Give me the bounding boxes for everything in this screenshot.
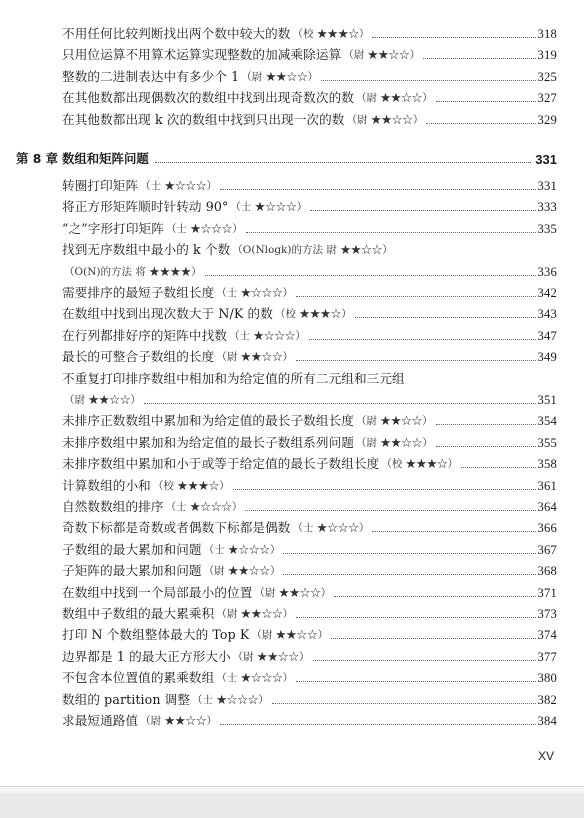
toc-entry[interactable] xyxy=(62,43,557,63)
toc-entry-title: 在数组中找到出现次数大于 N/K 的数 xyxy=(62,306,273,322)
toc-entry[interactable] xyxy=(62,65,557,85)
toc-entry[interactable] xyxy=(62,559,557,579)
toc-entry-difficulty: （尉 ★★☆☆） xyxy=(355,92,433,105)
toc-entry[interactable] xyxy=(62,709,557,729)
toc-entry-title: 打印 N 个数组整体最大的 Top K xyxy=(62,627,250,643)
toc-entry-title: 不重复打印排序数组中相加和为给定值的所有二元组和三元组 xyxy=(62,370,405,386)
toc-entry-difficulty: （O(Nlogk)的方法 尉 ★★☆☆） xyxy=(232,244,393,257)
toc-leader-dots xyxy=(245,510,535,511)
toc-entry-difficulty: （尉 ★★☆☆） xyxy=(140,715,218,727)
toc-entry-title: 不用任何比较判断找出两个数中较大的数 xyxy=(62,26,291,41)
toc-leader-dots xyxy=(296,681,535,682)
toc-entry-difficulty: （士 ★☆☆☆） xyxy=(203,543,281,556)
toc-entry[interactable] xyxy=(62,238,557,258)
toc-leader-dots xyxy=(220,724,535,725)
toc-entry-difficulty: （士 ★☆☆☆） xyxy=(192,693,269,706)
toc-entry-difficulty: （士 ★☆☆☆） xyxy=(216,672,294,685)
toc-entry[interactable] xyxy=(62,666,557,686)
toc-entry-title: 子数组的最大累加和问题 xyxy=(62,541,202,557)
toc-entry-page: 377 xyxy=(537,649,557,664)
toc-entry-page: 351 xyxy=(537,393,557,407)
toc-entry-page: 336 xyxy=(537,264,557,279)
toc-entry[interactable] xyxy=(62,495,557,515)
toc-leader-dots xyxy=(296,296,535,297)
toc-entry[interactable] xyxy=(62,108,557,128)
toc-entry-difficulty: （尉 ★★☆☆） xyxy=(355,436,433,449)
toc-leader-dots xyxy=(296,360,535,361)
toc-entry-page: 325 xyxy=(537,69,557,84)
toc-entry-page: 358 xyxy=(537,457,557,472)
toc-entry-page: 366 xyxy=(537,521,557,536)
toc-entry[interactable] xyxy=(62,367,557,387)
toc-entry-page: 368 xyxy=(537,564,557,579)
toc-entry-title: 在行列都排好序的矩阵中找数 xyxy=(62,327,228,343)
toc-leader-dots xyxy=(296,617,535,618)
toc-entry-page: 318 xyxy=(537,27,557,41)
toc-leader-dots xyxy=(461,467,535,468)
toc-leader-dots xyxy=(272,703,536,704)
toc-entry-page: 371 xyxy=(537,585,557,600)
toc-entry[interactable] xyxy=(62,388,557,408)
toc-entry-difficulty: （尉 ★★☆☆） xyxy=(251,629,329,642)
toc-leader-dots xyxy=(246,232,536,233)
toc-leader-dots xyxy=(283,553,535,554)
toc-entry-page: 343 xyxy=(537,307,557,322)
toc-entry-difficulty: （尉 ★★☆☆） xyxy=(254,586,332,599)
toc-entry-difficulty: （尉 ★★☆☆） xyxy=(232,650,310,663)
toc-entry-difficulty: （士 ★☆☆☆） xyxy=(230,201,308,214)
toc-entry-difficulty: （士 ★☆☆☆） xyxy=(165,222,243,235)
toc-chapter-heading[interactable] xyxy=(16,145,557,167)
toc-entry-difficulty: （士 ★☆☆☆） xyxy=(140,180,218,192)
toc-entry[interactable] xyxy=(62,623,557,643)
toc-entry[interactable] xyxy=(62,345,557,365)
toc-leader-dots xyxy=(436,101,536,102)
page-folio: XV xyxy=(537,749,554,763)
chapter-title: 数组和矩阵问题 xyxy=(62,151,149,166)
toc-entry-page: 373 xyxy=(537,607,557,621)
toc-entry-difficulty: （O(N)的方法 将 ★★★★） xyxy=(64,265,202,278)
toc-entry-page: 384 xyxy=(537,714,557,728)
toc-leader-dots xyxy=(331,638,535,639)
toc-entry-difficulty: （尉 ★★☆☆） xyxy=(241,70,319,83)
toc-entry[interactable] xyxy=(62,217,557,237)
toc-entry[interactable] xyxy=(62,260,557,280)
toc-entry-difficulty: （士 ★☆☆☆） xyxy=(229,329,306,342)
toc-entry-title: 不包含本位置值的累乘数组 xyxy=(62,670,215,686)
toc-entry-title: 需要排序的最短子数组长度 xyxy=(62,285,215,300)
toc-entry-difficulty: （校 ★★★☆） xyxy=(274,308,352,321)
toc-leader-dots xyxy=(355,317,536,318)
toc-leader-dots xyxy=(144,403,536,404)
toc-entry-page: 347 xyxy=(537,328,557,343)
toc-leader-dots xyxy=(436,424,536,425)
toc-leader-dots xyxy=(309,339,536,340)
toc-entry[interactable] xyxy=(62,281,557,301)
toc-entry-difficulty: （校 ★★★☆） xyxy=(292,28,370,40)
toc-entry-difficulty: （士 ★☆☆☆） xyxy=(165,501,243,513)
bottom-bar-strip xyxy=(0,787,584,793)
toc-entry[interactable] xyxy=(62,409,557,429)
toc-entry-page: 349 xyxy=(537,350,557,365)
toc-entry-difficulty: （士 ★☆☆☆） xyxy=(292,522,370,535)
toc-entry-difficulty: （士 ★☆☆☆） xyxy=(216,287,294,299)
toc-entry-difficulty: （尉 ★★☆☆） xyxy=(216,351,294,364)
toc-entry-page: 342 xyxy=(537,286,557,300)
toc-entry-title: 求最短通路值 xyxy=(62,713,139,728)
toc-entry-title: 自然数数组的排序 xyxy=(62,499,164,514)
toc-entry-title: 整数的二进制表达中有多少个 1 xyxy=(62,68,240,84)
toc-leader-dots xyxy=(423,58,535,59)
toc-leader-dots xyxy=(372,37,535,38)
chapter-page: 331 xyxy=(535,152,557,167)
toc-entry-title: 只用位运算不用算术运算实现整数的加减乘除运算 xyxy=(62,47,342,63)
toc-entry-title: 在其他数都出现 k 次的数组中找到只出现一次的数 xyxy=(62,111,345,127)
toc-entry[interactable] xyxy=(62,688,557,708)
toc-entry[interactable] xyxy=(62,195,557,215)
toc-entry-difficulty: （尉 ★★☆☆） xyxy=(346,113,424,126)
toc-entry-difficulty: （校 ★★★☆） xyxy=(152,479,230,492)
toc-entry-page: 382 xyxy=(537,692,557,707)
toc-entry[interactable] xyxy=(62,22,557,42)
toc-entry-difficulty: （校 ★★★☆） xyxy=(381,458,459,471)
toc-entry-difficulty: （尉 ★★☆☆） xyxy=(355,415,433,428)
toc-entry-page: 374 xyxy=(537,628,557,643)
toc-entry-title: 计算数组的小和 xyxy=(62,477,151,493)
toc-entry-page: 380 xyxy=(537,671,557,686)
toc-entry-page: 331 xyxy=(537,179,557,193)
toc-entry-page: 327 xyxy=(537,91,557,106)
toc-leader-dots xyxy=(233,489,536,490)
toc-entry-title: 在其他数都出现偶数次的数组中找到出现奇数次的数 xyxy=(62,90,354,106)
toc-entry[interactable] xyxy=(62,431,557,451)
toc-entry-page: 335 xyxy=(537,221,557,236)
toc-entry[interactable] xyxy=(62,174,557,194)
toc-entry[interactable] xyxy=(62,324,557,344)
toc-leader-dots xyxy=(155,162,532,163)
toc-entry-page: 329 xyxy=(537,112,557,127)
toc-leader-dots xyxy=(283,574,535,575)
toc-leader-dots xyxy=(426,123,535,124)
toc-leader-dots xyxy=(372,531,535,532)
toc-entry-title: “之”字形打印矩阵 xyxy=(62,220,164,236)
viewer-bottom-bar xyxy=(0,786,584,818)
toc-leader-dots xyxy=(310,210,535,211)
toc-entry-title: 子矩阵的最大累加和问题 xyxy=(62,563,202,579)
toc-entry-title: 数组中子数组的最大累乘积 xyxy=(62,606,215,621)
toc-entry-page: 333 xyxy=(537,200,557,215)
toc-entry-title: 边界都是 1 的最大正方形大小 xyxy=(62,648,231,664)
toc-entry[interactable] xyxy=(62,516,557,536)
toc-entry[interactable] xyxy=(62,538,557,558)
toc-entry-title: 数组的 partition 调整 xyxy=(62,691,191,707)
toc-entry-title: 未排序数组中累加和为给定值的最长子数组系列问题 xyxy=(62,434,354,450)
toc-entry-title: 找到无序数组中最小的 k 个数 xyxy=(62,242,231,258)
toc-entry[interactable] xyxy=(62,645,557,665)
toc-entry-page: 364 xyxy=(537,500,557,514)
toc-entry-difficulty: （尉 ★★☆☆） xyxy=(216,608,294,620)
toc-entry-title: 在数组中找到一个局部最小的位置 xyxy=(62,584,253,600)
toc-entry-title: 转圈打印矩阵 xyxy=(62,178,139,193)
toc-entry-title: 将正方形矩阵顺时针转动 90° xyxy=(62,199,229,215)
toc-entry-page: 361 xyxy=(537,478,557,493)
toc-entry[interactable] xyxy=(62,602,557,622)
toc-entry-title: 最长的可整合子数组的长度 xyxy=(62,349,215,365)
toc-entry[interactable] xyxy=(62,302,557,322)
toc-entry-title: 未排序数组中累加和小于或等于给定值的最长子数组长度 xyxy=(62,456,380,472)
toc-entry-page: 367 xyxy=(537,542,557,557)
toc-leader-dots xyxy=(334,596,535,597)
toc-leader-dots xyxy=(313,660,536,661)
toc-leader-dots xyxy=(220,189,535,190)
chapter-number: 第 8 章 xyxy=(16,151,59,166)
toc-entry[interactable] xyxy=(62,474,557,494)
toc-entry-difficulty: （尉 ★★☆☆） xyxy=(203,565,281,578)
toc-entry-title: 奇数下标都是奇数或者偶数下标都是偶数 xyxy=(62,520,291,536)
toc-entry[interactable] xyxy=(62,581,557,601)
toc-entry-difficulty: （尉 ★★☆☆） xyxy=(343,49,421,62)
toc-entry-title: 未排序正数数组中累加和为给定值的最长子数组长度 xyxy=(62,413,354,429)
toc-entry[interactable] xyxy=(62,86,557,106)
toc-entry-page: 319 xyxy=(537,48,557,63)
toc-leader-dots xyxy=(436,446,536,447)
toc-entry[interactable] xyxy=(62,452,557,472)
toc-entry-page: 354 xyxy=(537,414,557,429)
toc-leader-dots xyxy=(321,80,535,81)
toc-entry-difficulty: （尉 ★★☆☆） xyxy=(64,394,141,406)
toc-entry-page: 355 xyxy=(537,435,557,450)
toc-leader-dots xyxy=(205,275,536,276)
